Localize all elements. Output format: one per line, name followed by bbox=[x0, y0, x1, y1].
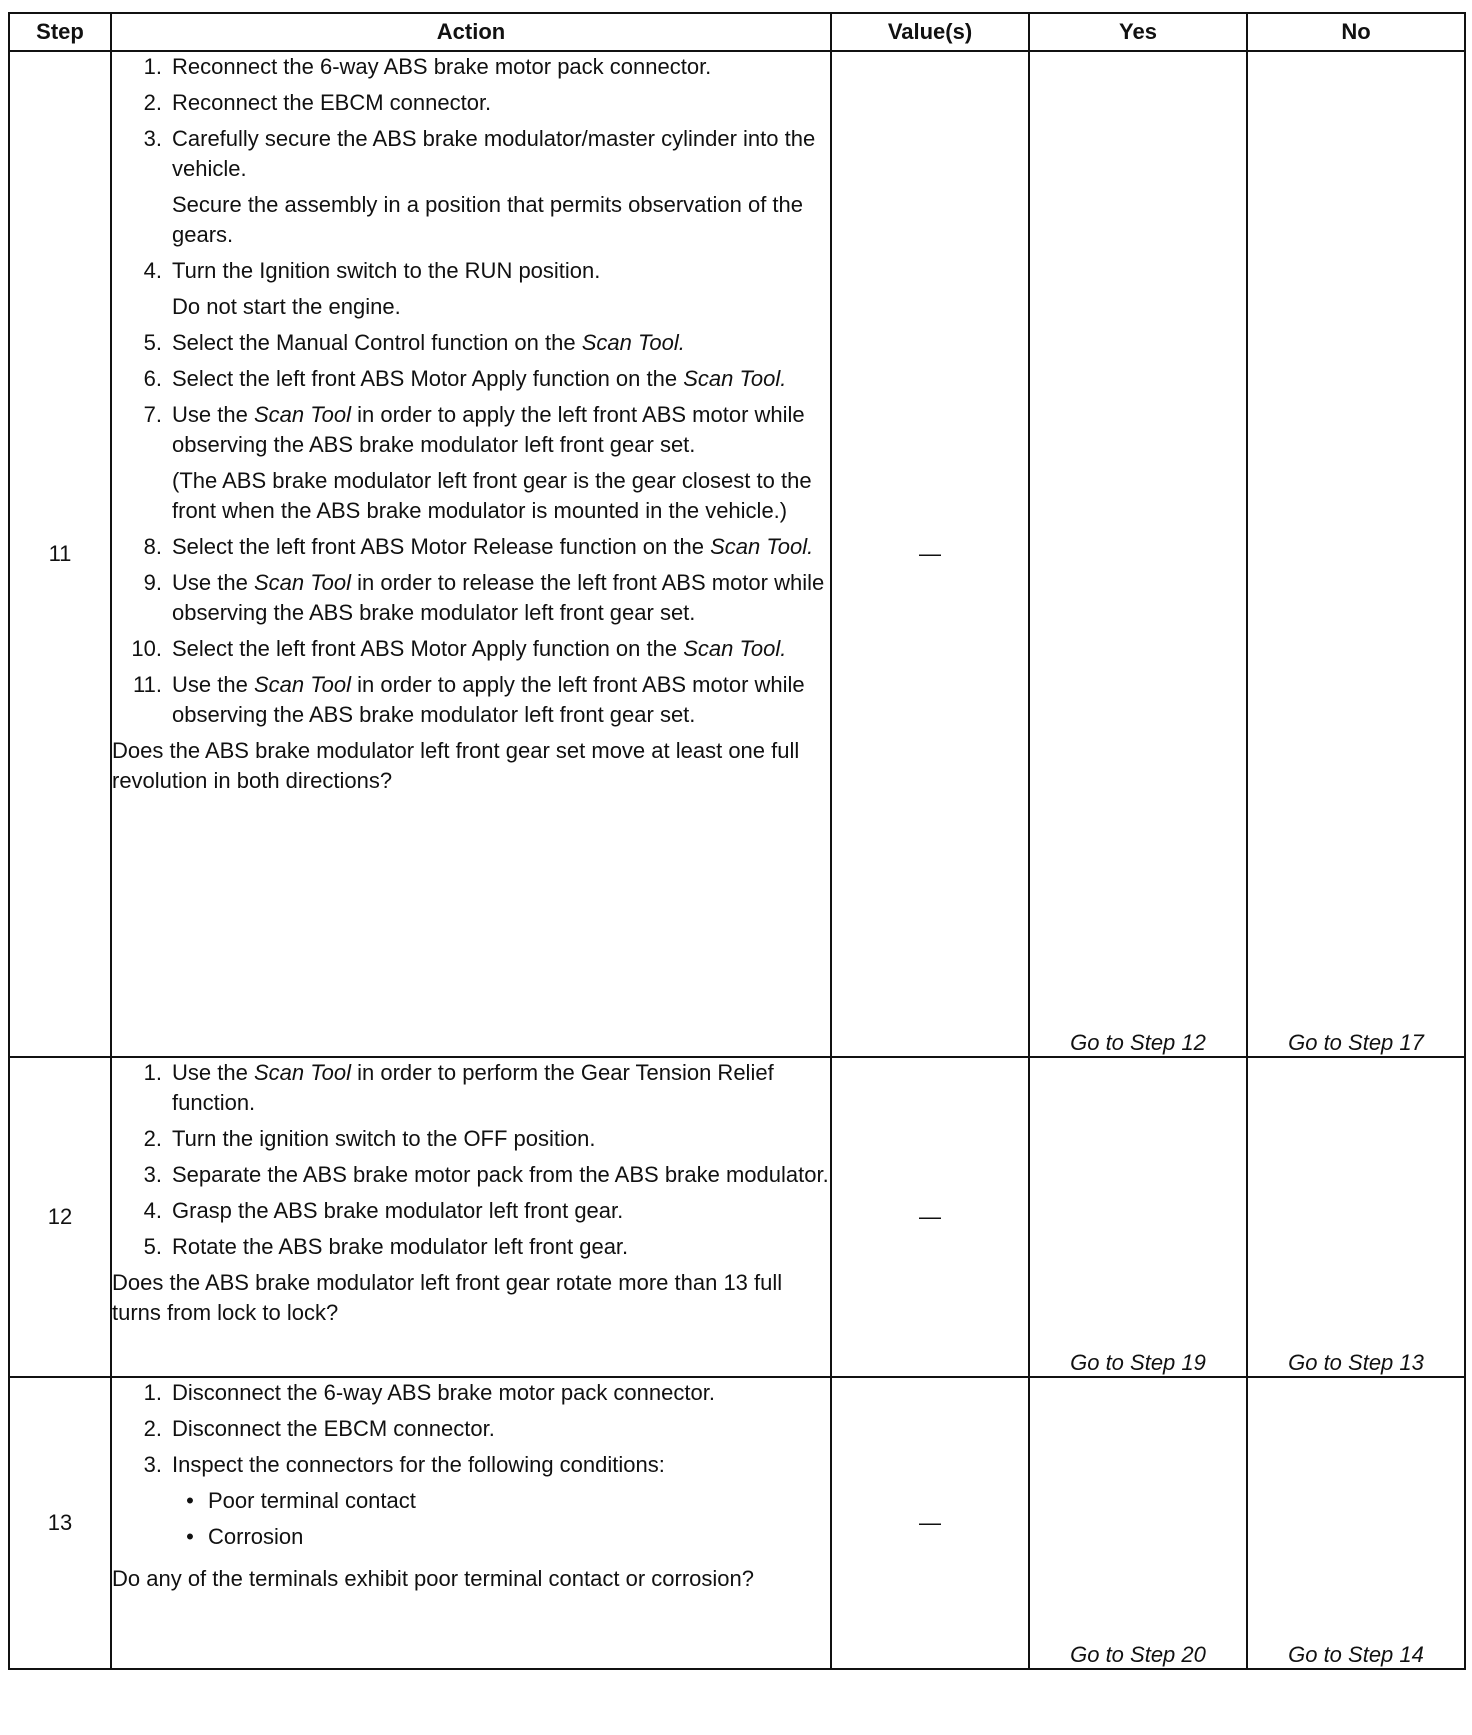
step-text: Select the left front ABS Motor Release function on the bbox=[172, 534, 711, 559]
step-index: 1. bbox=[143, 1380, 162, 1405]
step-index: 2. bbox=[143, 90, 162, 115]
step-text: Grasp the ABS brake modulator left front gear. bbox=[172, 1198, 624, 1223]
list-item bbox=[112, 670, 830, 730]
step-text: Use the bbox=[172, 672, 254, 697]
scan-tool-ref: Scan Tool. bbox=[581, 330, 685, 355]
list-item bbox=[112, 1232, 830, 1262]
step-index: 3. bbox=[143, 1162, 162, 1187]
step-index: 6. bbox=[143, 366, 162, 391]
list-item bbox=[112, 1160, 830, 1190]
step-index: 2. bbox=[143, 1126, 162, 1151]
step-text: Select the left front ABS Motor Apply function on the bbox=[172, 366, 684, 391]
list-item bbox=[112, 124, 830, 250]
list-item bbox=[112, 1196, 830, 1226]
step-text: Use the bbox=[172, 1060, 254, 1085]
action-steps bbox=[112, 52, 830, 730]
scan-tool-ref: Scan Tool bbox=[253, 672, 351, 697]
step-index: 4. bbox=[143, 1198, 162, 1223]
value-cell: — bbox=[831, 51, 1029, 1057]
scan-tool-ref: Scan Tool bbox=[253, 1060, 351, 1085]
step-index: 11. bbox=[133, 672, 162, 697]
no-goto: Go to Step 13 bbox=[1247, 1057, 1465, 1377]
list-item bbox=[112, 1414, 830, 1444]
step-index: 1. bbox=[143, 1060, 162, 1085]
scan-tool-ref: Scan Tool bbox=[253, 570, 351, 595]
bullet-icon: • bbox=[186, 1524, 194, 1549]
list-item bbox=[112, 328, 830, 358]
action-steps bbox=[112, 1058, 830, 1262]
action-cell bbox=[111, 1057, 831, 1377]
bullet-icon: • bbox=[186, 1488, 194, 1513]
list-item bbox=[112, 1124, 830, 1154]
yes-goto: Go to Step 20 bbox=[1029, 1377, 1247, 1669]
step-index: 1. bbox=[143, 54, 162, 79]
step-text: Reconnect the 6-way ABS brake motor pack connector. bbox=[172, 54, 712, 79]
step-note: Do not start the engine. bbox=[172, 294, 401, 319]
list-item bbox=[112, 52, 830, 82]
value-cell: — bbox=[831, 1377, 1029, 1669]
step-text: Reconnect the EBCM connector. bbox=[172, 90, 492, 115]
action-cell bbox=[111, 51, 831, 1057]
step-note: (The ABS brake modulator left front gear is the gear closest to the front when the ABS brake modulator is mounted in the vehicle.) bbox=[172, 468, 812, 523]
step-text: in order to perform the Gear Tension Relief function. bbox=[172, 1060, 774, 1115]
step-text: Use the bbox=[172, 402, 254, 427]
header-action: Action bbox=[111, 13, 831, 51]
step-number: 12 bbox=[9, 1057, 111, 1377]
step-index: 3. bbox=[143, 126, 162, 151]
scan-tool-ref: Scan Tool. bbox=[710, 534, 814, 559]
step-number: 11 bbox=[9, 51, 111, 1057]
scan-tool-ref: Scan Tool. bbox=[683, 366, 787, 391]
list-item bbox=[112, 568, 830, 628]
header-no: No bbox=[1247, 13, 1465, 51]
list-item bbox=[172, 1486, 830, 1516]
step-text: in order to release the left front ABS motor while observing the ABS brake modulator left front gear set. bbox=[172, 570, 825, 625]
step-text: Select the Manual Control function on the bbox=[172, 330, 582, 355]
header-yes: Yes bbox=[1029, 13, 1247, 51]
step-text: Disconnect the EBCM connector. bbox=[172, 1416, 495, 1441]
list-item bbox=[112, 256, 830, 322]
action-cell bbox=[111, 1377, 831, 1669]
scan-tool-ref: Scan Tool. bbox=[683, 636, 787, 661]
step-text: in order to apply the left front ABS motor while observing the ABS brake modulator left front gear set. bbox=[172, 402, 805, 457]
yes-goto: Go to Step 19 bbox=[1029, 1057, 1247, 1377]
list-item bbox=[112, 532, 830, 562]
yes-goto: Go to Step 12 bbox=[1029, 51, 1247, 1057]
list-item bbox=[112, 1450, 830, 1558]
condition-text: Corrosion bbox=[208, 1524, 304, 1549]
header-values: Value(s) bbox=[831, 13, 1029, 51]
step-text: Separate the ABS brake motor pack from the ABS brake modulator. bbox=[172, 1162, 829, 1187]
step-number: 13 bbox=[9, 1377, 111, 1669]
step-index: 7. bbox=[143, 402, 162, 427]
no-goto: Go to Step 17 bbox=[1247, 51, 1465, 1057]
step-question: Do any of the terminals exhibit poor terminal contact or corrosion? bbox=[112, 1566, 754, 1591]
step-text: Use the bbox=[172, 570, 254, 595]
step-text: Select the left front ABS Motor Apply function on the bbox=[172, 636, 684, 661]
step-text: Turn the Ignition switch to the RUN position. bbox=[172, 258, 601, 283]
step-text: Disconnect the 6-way ABS brake motor pack connector. bbox=[172, 1380, 715, 1405]
step-note: Secure the assembly in a position that permits observation of the gears. bbox=[172, 192, 804, 247]
table-row bbox=[9, 51, 1465, 1057]
table-row bbox=[9, 1057, 1465, 1377]
step-index: 9. bbox=[143, 570, 162, 595]
condition-text: Poor terminal contact bbox=[208, 1488, 416, 1513]
step-index: 8. bbox=[143, 534, 162, 559]
step-text: Rotate the ABS brake modulator left front gear. bbox=[172, 1234, 629, 1259]
list-item bbox=[112, 400, 830, 526]
no-goto: Go to Step 14 bbox=[1247, 1377, 1465, 1669]
step-text: Turn the ignition switch to the OFF position. bbox=[172, 1126, 596, 1151]
condition-list bbox=[172, 1486, 830, 1552]
step-text: in order to apply the left front ABS motor while observing the ABS brake modulator left front gear set. bbox=[172, 672, 805, 727]
step-index: 5. bbox=[143, 1234, 162, 1259]
procedure-table bbox=[8, 12, 1466, 1670]
list-item bbox=[112, 364, 830, 394]
step-index: 3. bbox=[143, 1452, 162, 1477]
step-index: 10. bbox=[131, 636, 162, 661]
step-question: Does the ABS brake modulator left front gear set move at least one full revolution in both directions? bbox=[112, 738, 800, 793]
step-text: Inspect the connectors for the following conditions: bbox=[172, 1452, 665, 1477]
table-row bbox=[9, 1377, 1465, 1669]
list-item bbox=[112, 634, 830, 664]
scan-tool-ref: Scan Tool bbox=[253, 402, 351, 427]
list-item bbox=[112, 1058, 830, 1118]
list-item bbox=[112, 88, 830, 118]
list-item bbox=[172, 1522, 830, 1552]
header-step: Step bbox=[9, 13, 111, 51]
step-index: 2. bbox=[143, 1416, 162, 1441]
header-row bbox=[9, 13, 1465, 51]
list-item bbox=[112, 1378, 830, 1408]
step-index: 4. bbox=[143, 258, 162, 283]
step-question: Does the ABS brake modulator left front gear rotate more than 13 full turns from lock to lock? bbox=[112, 1270, 783, 1325]
action-steps bbox=[112, 1378, 830, 1558]
step-text: Carefully secure the ABS brake modulator/master cylinder into the vehicle. bbox=[172, 126, 816, 181]
step-index: 5. bbox=[143, 330, 162, 355]
value-cell: — bbox=[831, 1057, 1029, 1377]
